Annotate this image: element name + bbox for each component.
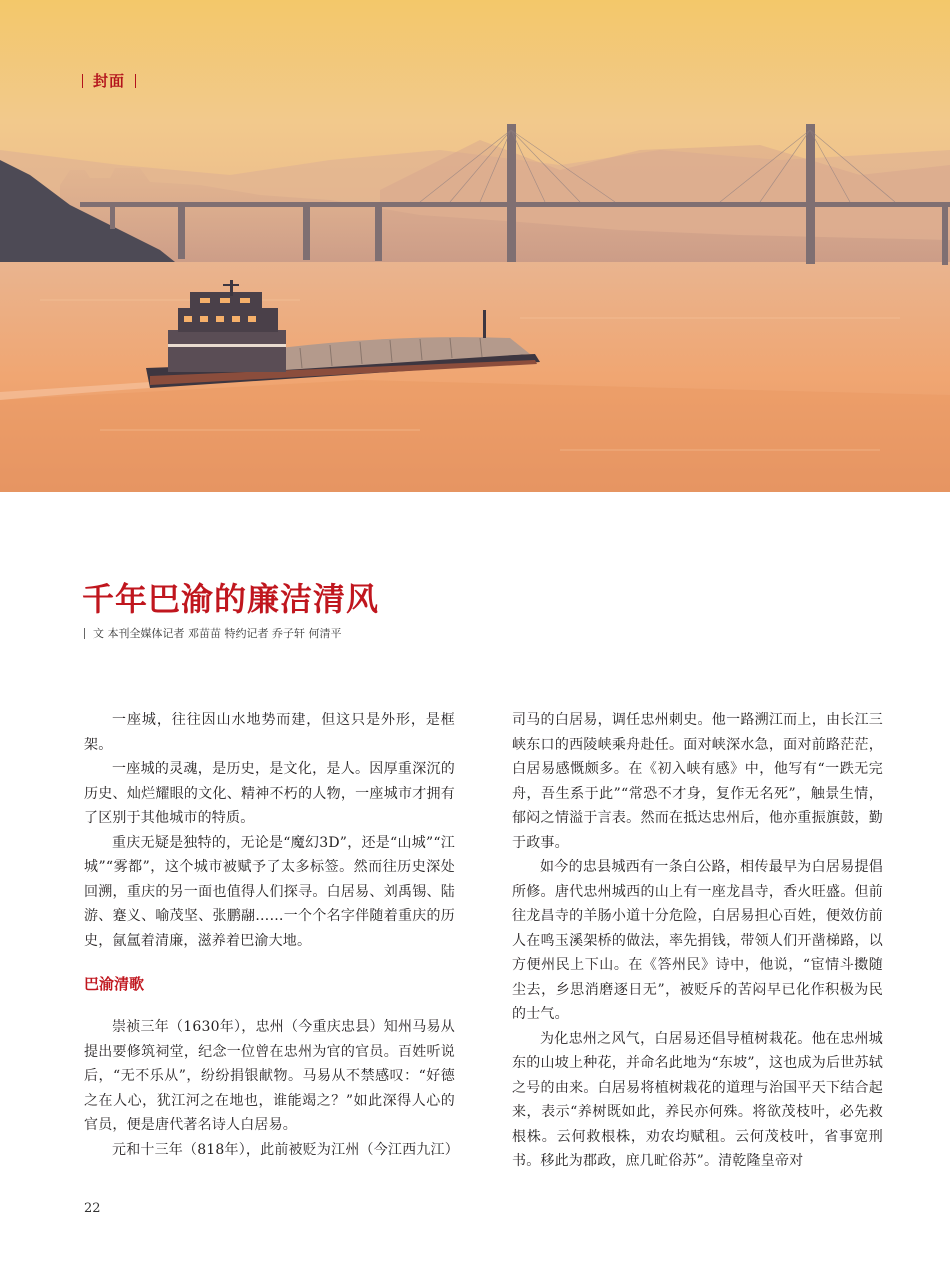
section-label: 封面 xyxy=(93,72,126,90)
article-title: 千年巴渝的廉洁清风 xyxy=(82,580,380,618)
paragraph: 崇祯三年（1630年），忠州（今重庆忠县）知州马易从提出要修筑祠堂，纪念一位曾在忠州为官的官员。百姓听说后，“无不乐从”，纷纷捐银献物。马易从不禁感叹：“好德之在人心，犹江河之在地也，谁能竭之？”如此深得人心的官员，便是唐代著名诗人白居易。 xyxy=(84,1019,455,1133)
paragraph: 一座城的灵魂，是历史，是文化，是人。因厚重深沉的历史、灿烂耀眼的文化、精神不朽的人物，一座城市才拥有了区别于其他城市的特质。 xyxy=(84,761,455,826)
paragraph: 为化忠州之风气，白居易还倡导植树栽花。他在忠州城东的山坡上种花，并命名此地为“东坡”，这也成为后世苏轼之号的由来。白居易将植树栽花的道理与治国平天下结合起来，表示“养树既如此，养民亦何殊。将欲茂枝叶，必先救根株。云何救根株，劝农均赋租。云何茂枝叶，省事宽刑书。移此为郡政，庶几甿俗苏”。清乾隆皇帝对 xyxy=(512,1030,883,1169)
divider xyxy=(135,74,136,88)
paragraph: 元和十三年（818年），此前被贬为江州（今江西九江） xyxy=(112,1141,459,1158)
barge-bridge-illustration xyxy=(0,0,950,492)
paragraph: 司马的白居易，调任忠州刺史。他一路溯江而上，由长江三峡东口的西陵峡乘舟赴任。面对峡深水急，面对前路茫茫，白居易感慨颇多。在《初入峡有感》中，他写有“一跌无完舟，吾生系于此”“常恐不才身，复作无名死”，触景生情，郁闷之情溢于言表。然而在抵达忠州后，他亦重振旗鼓，勤于政事。 xyxy=(512,712,883,851)
paragraph: 一座城，往往因山水地势而建，但这只是外形，是框架。 xyxy=(84,712,455,753)
right-column xyxy=(512,708,883,1174)
subheading: 巴渝清歌 xyxy=(84,975,145,993)
hero-photo xyxy=(0,0,950,492)
divider xyxy=(82,74,83,88)
byline xyxy=(84,625,341,641)
page-number: 22 xyxy=(84,1201,101,1216)
byline-text: 文 本刊全媒体记者 邓苗苗 特约记者 乔子轩 何清平 xyxy=(93,627,342,640)
paragraph: 如今的忠县城西有一条白公路，相传最早为白居易提倡所修。唐代忠州城西的山上有一座龙昌寺，香火旺盛。但前往龙昌寺的羊肠小道十分危险，白居易担心百姓，便效仿前人在鸣玉溪架桥的做法，率先捐钱，带领人们开凿梯路，以方便州民上下山。在《答州民》诗中，他说，“宦情斗擞随尘去，乡思消磨逐日无”，被贬斥的苦闷早已化作积极为民的士气。 xyxy=(512,859,883,1022)
left-column xyxy=(84,708,459,1162)
section-tag xyxy=(82,70,136,91)
divider xyxy=(84,628,85,639)
paragraph: 重庆无疑是独特的，无论是“魔幻3D”，还是“山城”“江城”“雾都”，这个城市被赋予了太多标签。然而往历史深处回溯，重庆的另一面也值得人们探寻。白居易、刘禹锡、陆游、蹇义、喻茂坚、张鹏翮……一个个名字伴随着重庆的历史，氤氲着清廉，滋养着巴渝大地。 xyxy=(84,834,455,949)
